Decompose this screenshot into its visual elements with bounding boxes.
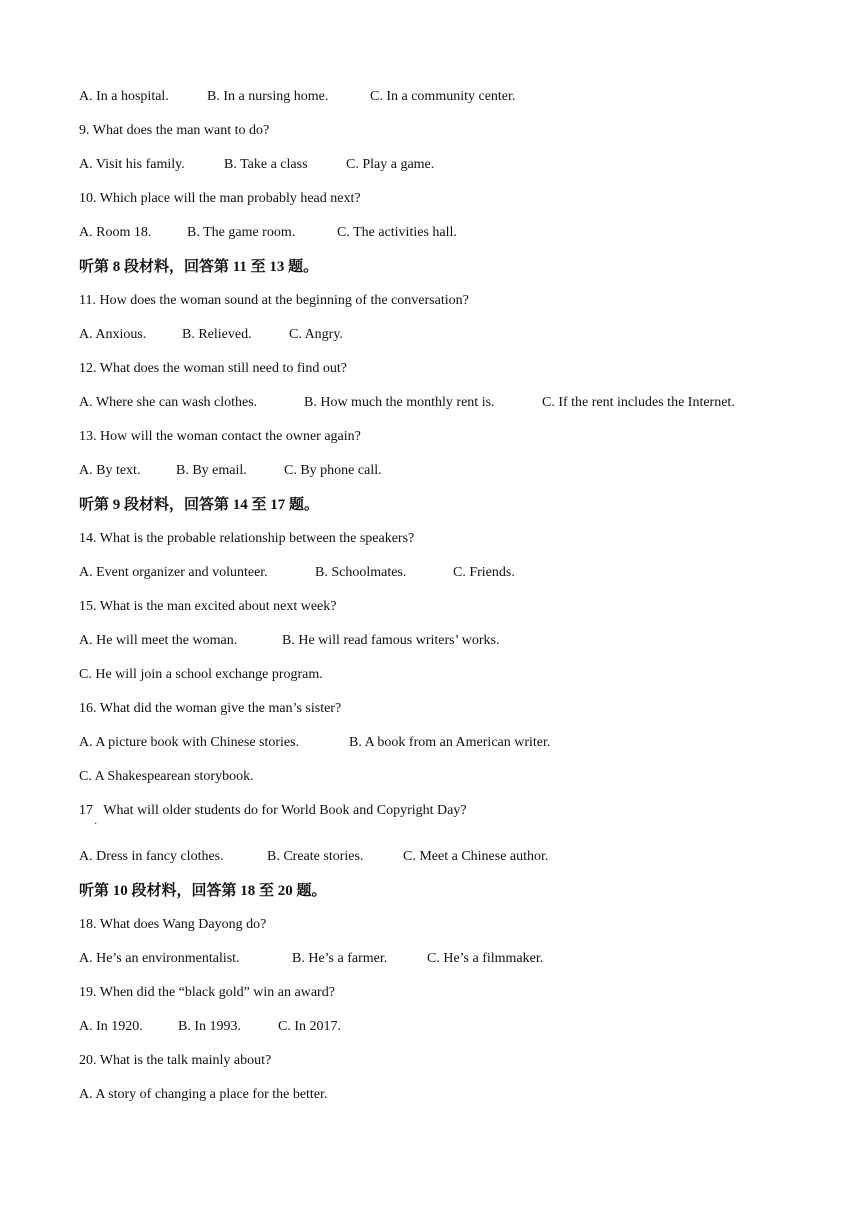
question-text: A. A story of changing a place for the better. <box>79 1087 328 1102</box>
question-text: 11. How does the woman sound at the beginning of the conversation? <box>79 293 469 308</box>
answer-option: C. Friends. <box>453 565 515 580</box>
answer-option: A. By text. <box>79 463 141 478</box>
answer-options <box>79 734 839 752</box>
stray-dot-mark: · <box>94 819 98 830</box>
answer-option: B. Create stories. <box>267 849 364 864</box>
answer-options <box>79 156 839 174</box>
answer-option: B. By email. <box>176 463 247 478</box>
answer-option: C. In 2017. <box>278 1019 341 1034</box>
answer-option: B. He’s a farmer. <box>292 951 388 966</box>
answer-option: C. The activities hall. <box>337 225 457 240</box>
answer-option: A. In a hospital. <box>79 89 169 104</box>
answer-option: B. A book from an American writer. <box>349 735 551 750</box>
question-text: 15. What is the man excited about next week? <box>79 599 337 614</box>
answer-option: C. Play a game. <box>346 157 435 172</box>
answer-options <box>79 462 839 480</box>
answer-option: B. Take a class <box>224 157 308 172</box>
answer-option: A. He will meet the woman. <box>79 633 238 648</box>
answer-option: C. He’s a filmmaker. <box>427 951 544 966</box>
question-text: 16. What did the woman give the man’s sister? <box>79 701 342 716</box>
question-text: 13. How will the woman contact the owner again? <box>79 429 361 444</box>
answer-option: A. A picture book with Chinese stories. <box>79 735 300 750</box>
question-text: 18. What does Wang Dayong do? <box>79 917 267 932</box>
answer-option: A. Room 18. <box>79 225 152 240</box>
question-text: 9. What does the man want to do? <box>79 123 270 138</box>
question-text: 20. What is the talk mainly about? <box>79 1053 272 1068</box>
question-text: 14. What is the probable relationship between the speakers? <box>79 531 415 546</box>
answer-option: C. Meet a Chinese author. <box>403 849 549 864</box>
section-heading: 听第 10 段材料，回答第 18 至 20 题。 <box>79 883 327 899</box>
question-text: 12. What does the woman still need to find out? <box>79 361 348 376</box>
answer-options <box>79 848 839 866</box>
answer-option: A. Dress in fancy clothes. <box>79 849 224 864</box>
answer-option: B. In a nursing home. <box>207 89 329 104</box>
answer-option: A. Event organizer and volunteer. <box>79 565 268 580</box>
answer-options <box>79 564 839 582</box>
answer-option: A. Where she can wash clothes. <box>79 395 258 410</box>
answer-option: A. He’s an environmentalist. <box>79 951 240 966</box>
answer-options <box>79 632 839 650</box>
section-heading: 听第 8 段材料，回答第 11 至 13 题。 <box>79 259 319 275</box>
question-text: 17 What will older students do for World Book and Copyright Day? <box>79 803 467 818</box>
answer-option: C. In a community center. <box>370 89 516 104</box>
answer-options <box>79 1018 839 1036</box>
answer-option: B. The game room. <box>187 225 296 240</box>
answer-option: C. Angry. <box>289 327 343 342</box>
answer-option: A. In 1920. <box>79 1019 143 1034</box>
answer-options <box>79 326 839 344</box>
answer-options <box>79 224 839 242</box>
answer-option: C. If the rent includes the Internet. <box>542 395 735 410</box>
question-text: C. He will join a school exchange program. <box>79 667 323 682</box>
answer-option: A. Anxious. <box>79 327 147 342</box>
answer-options <box>79 88 839 106</box>
answer-option: A. Visit his family. <box>79 157 185 172</box>
section-heading: 听第 9 段材料，回答第 14 至 17 题。 <box>79 497 320 513</box>
answer-option: B. How much the monthly rent is. <box>304 395 495 410</box>
answer-option: B. Schoolmates. <box>315 565 407 580</box>
answer-options <box>79 394 839 412</box>
answer-option: B. Relieved. <box>182 327 252 342</box>
answer-options <box>79 950 839 968</box>
answer-option: B. In 1993. <box>178 1019 241 1034</box>
answer-option: B. He will read famous writers’ works. <box>282 633 500 648</box>
question-text: C. A Shakespearean storybook. <box>79 769 254 784</box>
question-text: 10. Which place will the man probably head next? <box>79 191 361 206</box>
question-text: 19. When did the “black gold” win an award? <box>79 985 335 1000</box>
answer-option: C. By phone call. <box>284 463 382 478</box>
